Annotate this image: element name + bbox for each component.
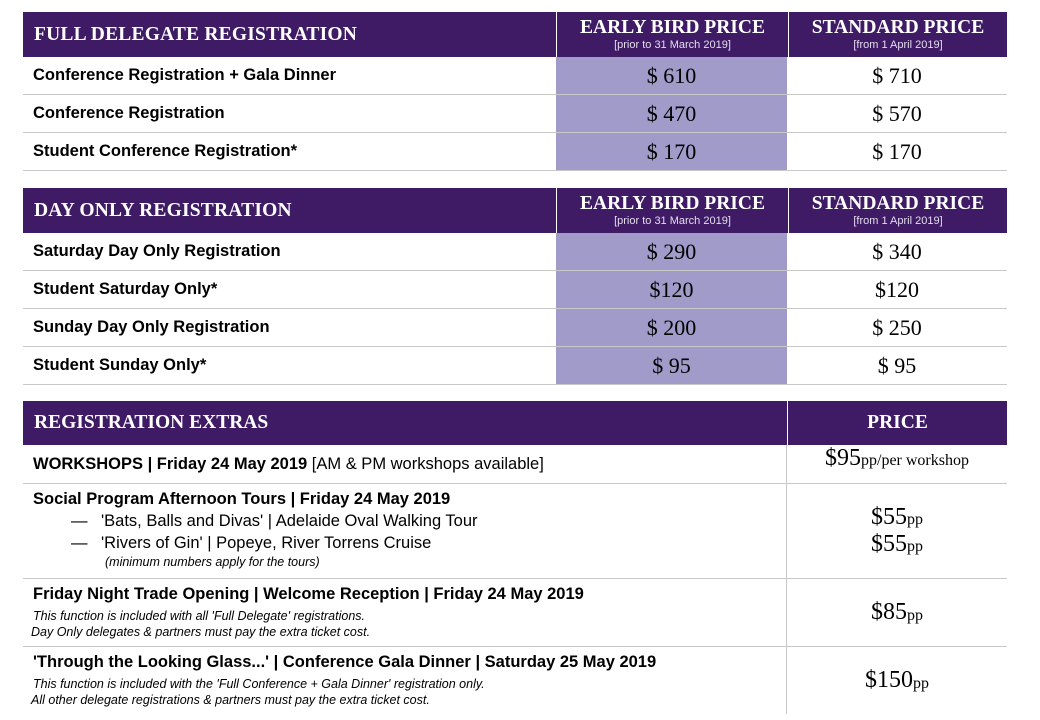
tour-price: $55 — [871, 504, 907, 530]
standard-label: STANDARD PRICE — [811, 17, 985, 38]
early-bird-header — [556, 12, 788, 57]
friday-note-1: This function is included with all 'Full Delegate' registrations. — [33, 609, 366, 623]
table-row — [23, 309, 1007, 347]
standard-price: $ 710 — [872, 62, 922, 88]
gala-price-cell — [787, 647, 1007, 714]
day-only-header — [23, 188, 1007, 233]
tour-item-label: 'Bats, Balls and Divas' | Adelaide Oval Walking Tour — [101, 512, 478, 530]
early-price: $ 610 — [556, 57, 787, 94]
tours-row — [23, 484, 1007, 579]
full-delegate-title: FULL DELEGATE REGISTRATION — [34, 23, 358, 45]
standard-price: $120 — [875, 276, 919, 302]
standard-price: $ 170 — [872, 138, 922, 164]
standard-header — [788, 12, 1007, 57]
tour-item — [33, 532, 786, 554]
standard-sub: [from 1 April 2019] — [853, 215, 943, 227]
standard-price: $ 95 — [877, 352, 917, 378]
workshops-price: $95 — [825, 445, 861, 471]
day-only-table — [23, 188, 1007, 385]
friday-title: Friday Night Trade Opening | Welcome Reception | Friday 24 May 2019 — [33, 585, 584, 603]
table-row — [23, 233, 1007, 271]
extras-table — [23, 401, 1007, 714]
early-bird-label: EARLY BIRD PRICE — [580, 17, 765, 38]
workshops-note: [AM & PM workshops available] — [307, 455, 544, 473]
gala-note-2: All other delegate registrations & partners must pay the extra ticket cost. — [31, 693, 430, 707]
tours-price-cell — [787, 484, 1007, 578]
row-label: Saturday Day Only Registration — [33, 242, 281, 260]
workshops-title: WORKSHOPS | Friday 24 May 2019 — [33, 455, 308, 473]
table-row — [23, 95, 1007, 133]
early-price: $120 — [556, 271, 787, 308]
early-price: $ 290 — [556, 233, 787, 270]
standard-sub: [from 1 April 2019] — [853, 39, 943, 51]
tour-price-unit: pp — [907, 511, 923, 528]
row-label: Student Sunday Only* — [33, 356, 207, 374]
workshops-label — [23, 445, 787, 483]
extras-header — [23, 401, 1007, 445]
early-price: $ 200 — [556, 309, 787, 346]
table-row — [23, 133, 1007, 171]
gala-price-unit: pp — [913, 674, 929, 692]
extras-title: REGISTRATION EXTRAS — [34, 412, 269, 433]
friday-price-cell — [787, 579, 1007, 646]
table-row — [23, 347, 1007, 385]
full-delegate-table — [23, 12, 1007, 171]
tours-note: (minimum numbers apply for the tours) — [105, 555, 320, 569]
table-row — [23, 271, 1007, 309]
tour-price: $55 — [871, 531, 907, 557]
price-header: PRICE — [787, 401, 1007, 445]
standard-label: STANDARD PRICE — [811, 193, 985, 214]
row-label: Conference Registration — [33, 104, 225, 122]
gala-price: $150 — [865, 667, 913, 693]
early-bird-label: EARLY BIRD PRICE — [580, 193, 765, 214]
gala-label — [23, 647, 787, 714]
row-label: Student Saturday Only* — [33, 280, 218, 298]
gala-title: 'Through the Looking Glass...' | Conference Gala Dinner | Saturday 25 May 2019 — [33, 653, 657, 671]
standard-header — [788, 188, 1007, 233]
row-label: Sunday Day Only Registration — [33, 318, 270, 336]
early-bird-sub: [prior to 31 March 2019] — [614, 215, 731, 227]
tour-item-label: 'Rivers of Gin' | Popeye, River Torrens Cruise — [101, 534, 432, 552]
standard-price: $ 250 — [872, 314, 922, 340]
gala-note-1: This function is included with the 'Full Conference + Gala Dinner' registration only. — [33, 677, 485, 691]
day-only-title: DAY ONLY REGISTRATION — [34, 199, 292, 221]
standard-price: $ 570 — [872, 100, 922, 126]
early-bird-header — [556, 188, 788, 233]
tour-item — [33, 510, 786, 532]
tour-dash: — — [71, 534, 88, 552]
friday-label — [23, 579, 787, 646]
full-delegate-header — [23, 12, 1007, 57]
friday-row — [23, 579, 1007, 647]
workshops-price-cell — [787, 445, 1007, 483]
workshops-price-unit: pp/per workshop — [861, 452, 969, 469]
friday-price-unit: pp — [907, 606, 923, 624]
workshops-row — [23, 445, 1007, 484]
row-label: Conference Registration + Gala Dinner — [33, 66, 337, 84]
gala-row — [23, 647, 1007, 714]
tour-dash: — — [71, 512, 88, 530]
early-price: $ 170 — [556, 133, 787, 170]
standard-price: $ 340 — [872, 238, 922, 264]
table-row — [23, 57, 1007, 95]
early-price: $ 95 — [556, 347, 787, 384]
early-price: $ 470 — [556, 95, 787, 132]
row-label: Student Conference Registration* — [33, 142, 298, 160]
tours-label — [23, 484, 787, 578]
friday-note-2: Day Only delegates & partners must pay the extra ticket cost. — [31, 625, 371, 639]
friday-price: $85 — [871, 599, 907, 625]
early-bird-sub: [prior to 31 March 2019] — [614, 39, 731, 51]
tour-price-unit: pp — [907, 538, 923, 555]
tours-title: Social Program Afternoon Tours | Friday 24 May 2019 — [33, 490, 451, 508]
